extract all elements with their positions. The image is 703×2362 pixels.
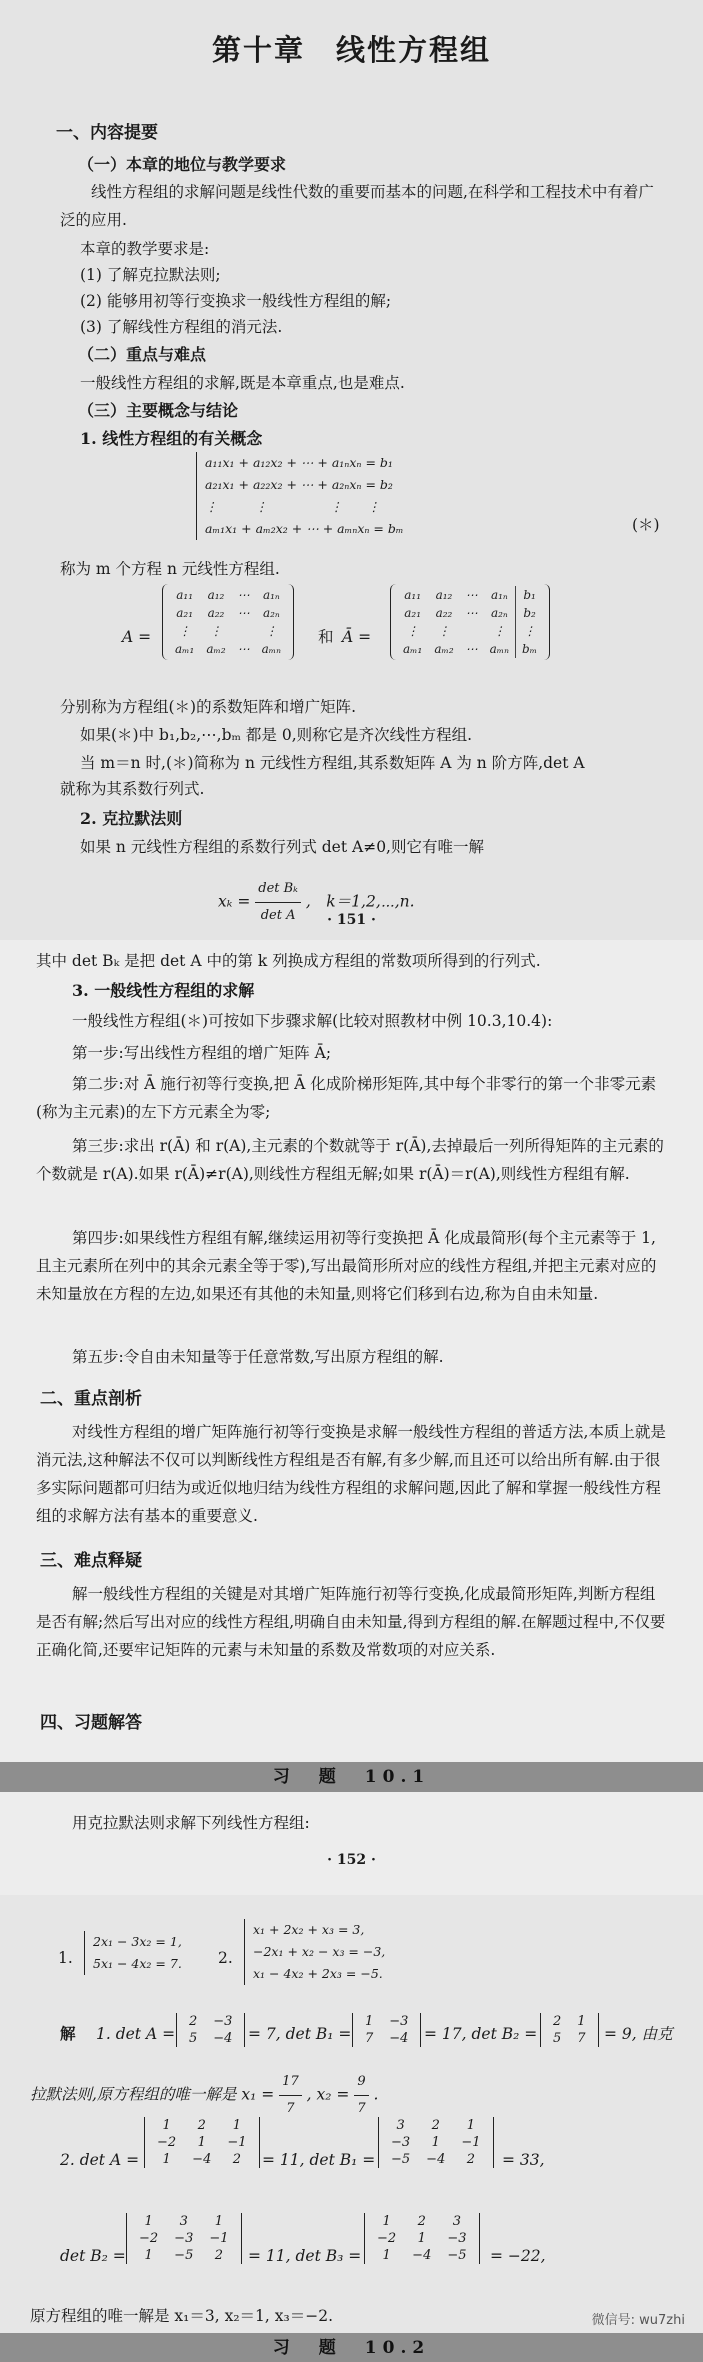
paragraph-analysis: 对线性方程组的增广矩阵施行初等行变换是求解一般线性方程组的普适方法,本质上就是消元法,这种解法不仅可以判断线性方程组是否有解,有多少解,而且还可以给出所有解.由于很多实际问题都可归结为或近似地归结为线性方程组的求解问题,因此了解和掌握一般线性方程组的求解方法有基本的重要意义. [36,1423,666,1525]
solution-1-text: = 9, 由克 [604,2025,673,2043]
matrix-caption: 分别称为方程组(＊)的系数矩阵和增广矩阵. [60,698,357,716]
section-heading-difficulties: 三、难点释疑 [40,1551,142,1571]
wechat-watermark: 微信号: wu7zhi [591,2313,685,2328]
paragraph-difficulties: 解一般线性方程组的关键是对其增广矩阵施行初等行变换,化成最简形矩阵,判断方程组是否有解;然后写出对应的线性方程组,明确自由未知量,得到方程组的解.在解题过程中,不仅要正确化简,还要牢记矩阵的元素与未知量的系数及常数项的对应关系. [36,1585,666,1659]
step-5: 第五步:令自由未知量等于任意常数,写出原方程组的解. [72,1348,444,1366]
exercise-banner-10-1: 习 题 10.1 [0,1762,703,1792]
solution-1-text: = 7, det B₁ = [248,2025,352,2043]
cramer-fraction: $\frac{\text{det Bₖ}}{\text{det A}}$ [255,876,301,929]
determinant-B2-2x2: 2 1 5 7 [540,2013,599,2047]
section-heading-exercises: 四、习题解答 [40,1713,142,1733]
determinant-A-2x2: 2 −3 5 −4 [176,2013,245,2047]
step-3: 第三步:求出 r(Ā) 和 r(A),主元素的个数就等于 r(Ā),去掉最后一列所得矩阵的主元素的个数就是 r(A).如果 r(Ā)≠r(A),则线性方程组无解;如果 r(Ā)＝r(A),则线性方程组有解. [36,1137,664,1183]
general-solution-intro: 一般线性方程组(＊)可按如下步骤求解(比较对照教材中例 10.3,10.4): [72,1012,553,1030]
solution-2-text: = 33, [502,2151,545,2169]
paragraph-intro: 线性方程组的求解问题是线性代数的重要而基本的问题,在科学和工程技术中有着广泛的应用. [60,183,654,229]
subsection-heading-position: （一）本章的地位与教学要求 [78,155,287,174]
solution-2-text: = 11, det B₃ = [248,2247,362,2265]
system-caption: 称为 m 个方程 n 元线性方程组. [60,560,280,578]
solution-1-result: 拉默法则,原方程组的唯一解是 x₁ = $\frac{17}{7}$ , x₂ = $\frac{9}{7}$ . [30,2069,378,2122]
square-system-text-cont: 就称为其系数行列式. [60,780,205,798]
system-row: ⋮ ⋮ ⋮ ⋮ [205,499,381,514]
matrix-A-label: A = [122,628,152,646]
page-151 [0,0,703,940]
solution-1-text: 1. det A = [96,2025,176,2043]
problem-2-label: 2. [218,1949,233,1967]
page-number: · 151 · [327,912,376,928]
cramer-formula: xₖ = $\frac{\text{det Bₖ}}{\text{det A}}$ , k＝1,2,⋯,n. [218,876,415,929]
requirement-item: (2) 能够用初等行变换求一般线性方程组的解; [80,292,392,310]
determinant-B3-3x3: 1 2 3 −2 1 −3 1 −4 −5 [364,2213,480,2264]
coefficient-matrix: a₁₁ a₁₂ ⋯ a₁ₙ a₂₁ a₂₂ ⋯ a₂ₙ ⋮ ⋮ ⋮ aₘ₁ aₘ₂ ⋯ aₘₙ [162,584,294,660]
solution-1-text: = 17, det B₂ = [424,2025,538,2043]
exercise-banner-10-2: 习 题 10.2 [0,2333,703,2362]
solution-2-result: 原方程组的唯一解是 x₁＝3, x₂＝1, x₃＝−2. [30,2307,334,2325]
solution-2-text: = −22, [490,2247,546,2265]
requirement-item: (1) 了解克拉默法则; [80,266,221,284]
solution-2-text: det B₂ = [60,2247,126,2265]
system-row: a₂₁x₁ + a₂₂x₂ + ⋯ + a₂ₙxₙ = b₂ [205,477,393,492]
linear-system [196,452,404,540]
concept-heading-2: 2. 克拉默法则 [80,809,183,828]
concept-heading-3: 3. 一般线性方程组的求解 [72,981,255,1000]
homogeneous-definition: 如果(＊)中 b₁,b₂,⋯,bₘ 都是 0,则称它是齐次线性方程组. [80,726,473,744]
page-number: · 152 · [327,1852,376,1868]
exercise-instruction: 用克拉默法则求解下列线性方程组: [72,1814,310,1832]
cramer-statement: 如果 n 元线性方程组的系数行列式 det A≠0,则它有唯一解 [80,838,484,856]
determinant-A-3x3: 1 2 1 −2 1 −1 1 −4 2 [144,2117,260,2168]
square-system-text: 当 m＝n 时,(＊)简称为 n 元线性方程组,其系数矩阵 A 为 n 阶方阵,det A [80,754,585,772]
equation-label: (＊) [632,516,660,534]
augmented-matrix: a₁₁ a₁₂ ⋯ a₁ₙ b₁ a₂₁ a₂₂ ⋯ a₂ₙ b₂ ⋮ ⋮ ⋮ ⋮ aₘ₁ aₘ₂ ⋯ aₘₙ bₘ [390,584,550,660]
determinant-B1-3x3: 3 2 1 −3 1 −1 −5 −4 2 [378,2117,494,2168]
requirement-item: (3) 了解线性方程组的消元法. [80,318,283,336]
paragraph-key-points: 一般线性方程组的求解,既是本章重点,也是难点. [80,374,405,392]
determinant-B2-3x3: 1 3 1 −2 −3 −1 1 −5 2 [126,2213,242,2264]
section-heading-summary: 一、内容提要 [56,123,158,143]
subsection-heading-key-points: （二）重点与难点 [78,345,207,364]
chapter-title: 第十章 线性方程组 [211,33,491,67]
solution-2-text: 2. det A = [60,2151,140,2169]
subsection-heading-concepts: （三）主要概念与结论 [78,401,239,420]
solution-2-text: = 11, det B₁ = [262,2151,376,2169]
system-row: aₘ₁x₁ + aₘ₂x₂ + ⋯ + aₘₙxₙ = bₘ [205,521,404,536]
step-4: 第四步:如果线性方程组有解,继续运用初等行变换把 Ā 化成最简形(每个主元素等于 1,且主元素所在列中的其余元素全等于零),写出最简形所对应的线性方程组,并把主元素对应的未知量放在方程的左边,如果还有其他的未知量,则将它们移到右边,称为自由未知量. [36,1229,657,1303]
page-152 [0,940,703,1895]
matrix-Abar-label: Ā = [342,628,372,646]
step-1: 第一步:写出线性方程组的增广矩阵 Ā; [72,1044,332,1062]
problem-1-label: 1. [58,1949,73,1967]
section-heading-analysis: 二、重点剖析 [40,1389,142,1409]
step-2: 第二步:对 Ā 施行初等行变换,把 Ā 化成阶梯形矩阵,其中每个非零行的第一个非零元素(称为主元素)的左下方元素全为零; [36,1075,657,1121]
requirements-intro: 本章的教学要求是: [80,240,210,258]
page-153 [0,1895,703,2362]
problem-2-system: x₁ + 2x₂ + x₃ = 3, −2x₁ + x₂ − x₃ = −3, x₁ − 4x₂ + 2x₃ = −5. [244,1919,385,1985]
determinant-B1-2x2: 1 −3 7 −4 [352,2013,421,2047]
solution-label: 解 [60,2024,76,2043]
problem-1-system: 2x₁ − 3x₂ = 1, 5x₁ − 4x₂ = 7. [84,1931,182,1975]
detbk-definition: 其中 det Bₖ 是把 det A 中的第 k 列换成方程组的常数项所得到的行列式. [36,952,541,970]
and-word: 和 [318,628,334,646]
system-row: a₁₁x₁ + a₁₂x₂ + ⋯ + a₁ₙxₙ = b₁ [205,455,393,470]
concept-heading-1: 1. 线性方程组的有关概念 [80,429,263,448]
